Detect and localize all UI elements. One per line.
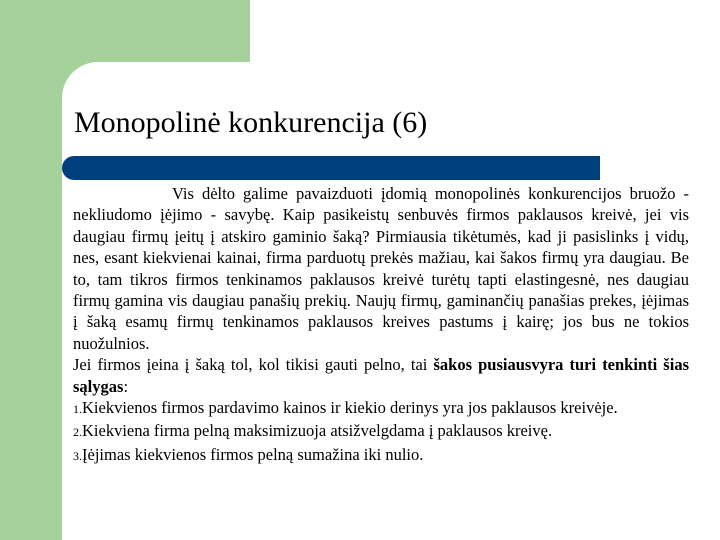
paragraph-intro: Vis dėlto galime pavaizduoti įdomią monopolinės konkurencijos bruožo - nekliudomo įėjimo - savybę. Kaip pasikeistų senbuvės firmos paklausos kreivė, jei vis daugiau firmų įeitų į atskiro gaminio šaką? Pirmiausia tikėtumės, kad ji pasislinks į vidų, nes, esant kiekvienai kainai, firma parduotų prekės mažiau, kai šakos firmų yra daugiau. Be to, tam tikros firmos tenkinamos paklausos kreivė turėtų tapti elastingesnė, nes daugiau firmų gamina vis daugiau panašių prekių. Naujų firmų, gaminančių panašias prekes, įėjimas į šaką esamų firmų tenkinamos paklausos kreives pastums į kairę; jos bus ne tokios nuožulnios. — [73, 184, 689, 353]
title-divider-bar — [62, 156, 600, 180]
slide-title: Monopolinė konkurencija (6) — [74, 106, 428, 139]
list-item-text: Įėjimas kiekvienos firmos pelną sumažina iki nulio. — [82, 444, 424, 464]
list-item-1 — [73, 397, 689, 420]
decorative-green-strip — [0, 0, 62, 540]
list-item-text: Kiekvienos firmos pardavimo kainos ir kiekio derinys yra jos paklausos kreivėje. — [82, 398, 618, 418]
list-item-3 — [73, 444, 689, 467]
paragraph-conditions-start: Jei firmos įeina į šaką tol, kol tikisi gauti pelno, tai — [73, 355, 434, 375]
list-item-2 — [73, 420, 689, 443]
list-item-number: 3. — [73, 448, 82, 463]
list-item-text: Kiekviena firma pelną maksimizuoja atsižvelgdama į paklausos kreivę. — [82, 421, 553, 441]
list-item-number: 1. — [73, 402, 82, 417]
list-item-number: 2. — [73, 425, 82, 440]
paragraph-conditions — [73, 354, 689, 397]
paragraph-conditions-end: : — [123, 376, 129, 396]
paragraph-conditions-bold: šakos pusiausvyra turi tenkinti šias sąlygas — [73, 355, 689, 396]
slide-body — [73, 183, 689, 467]
